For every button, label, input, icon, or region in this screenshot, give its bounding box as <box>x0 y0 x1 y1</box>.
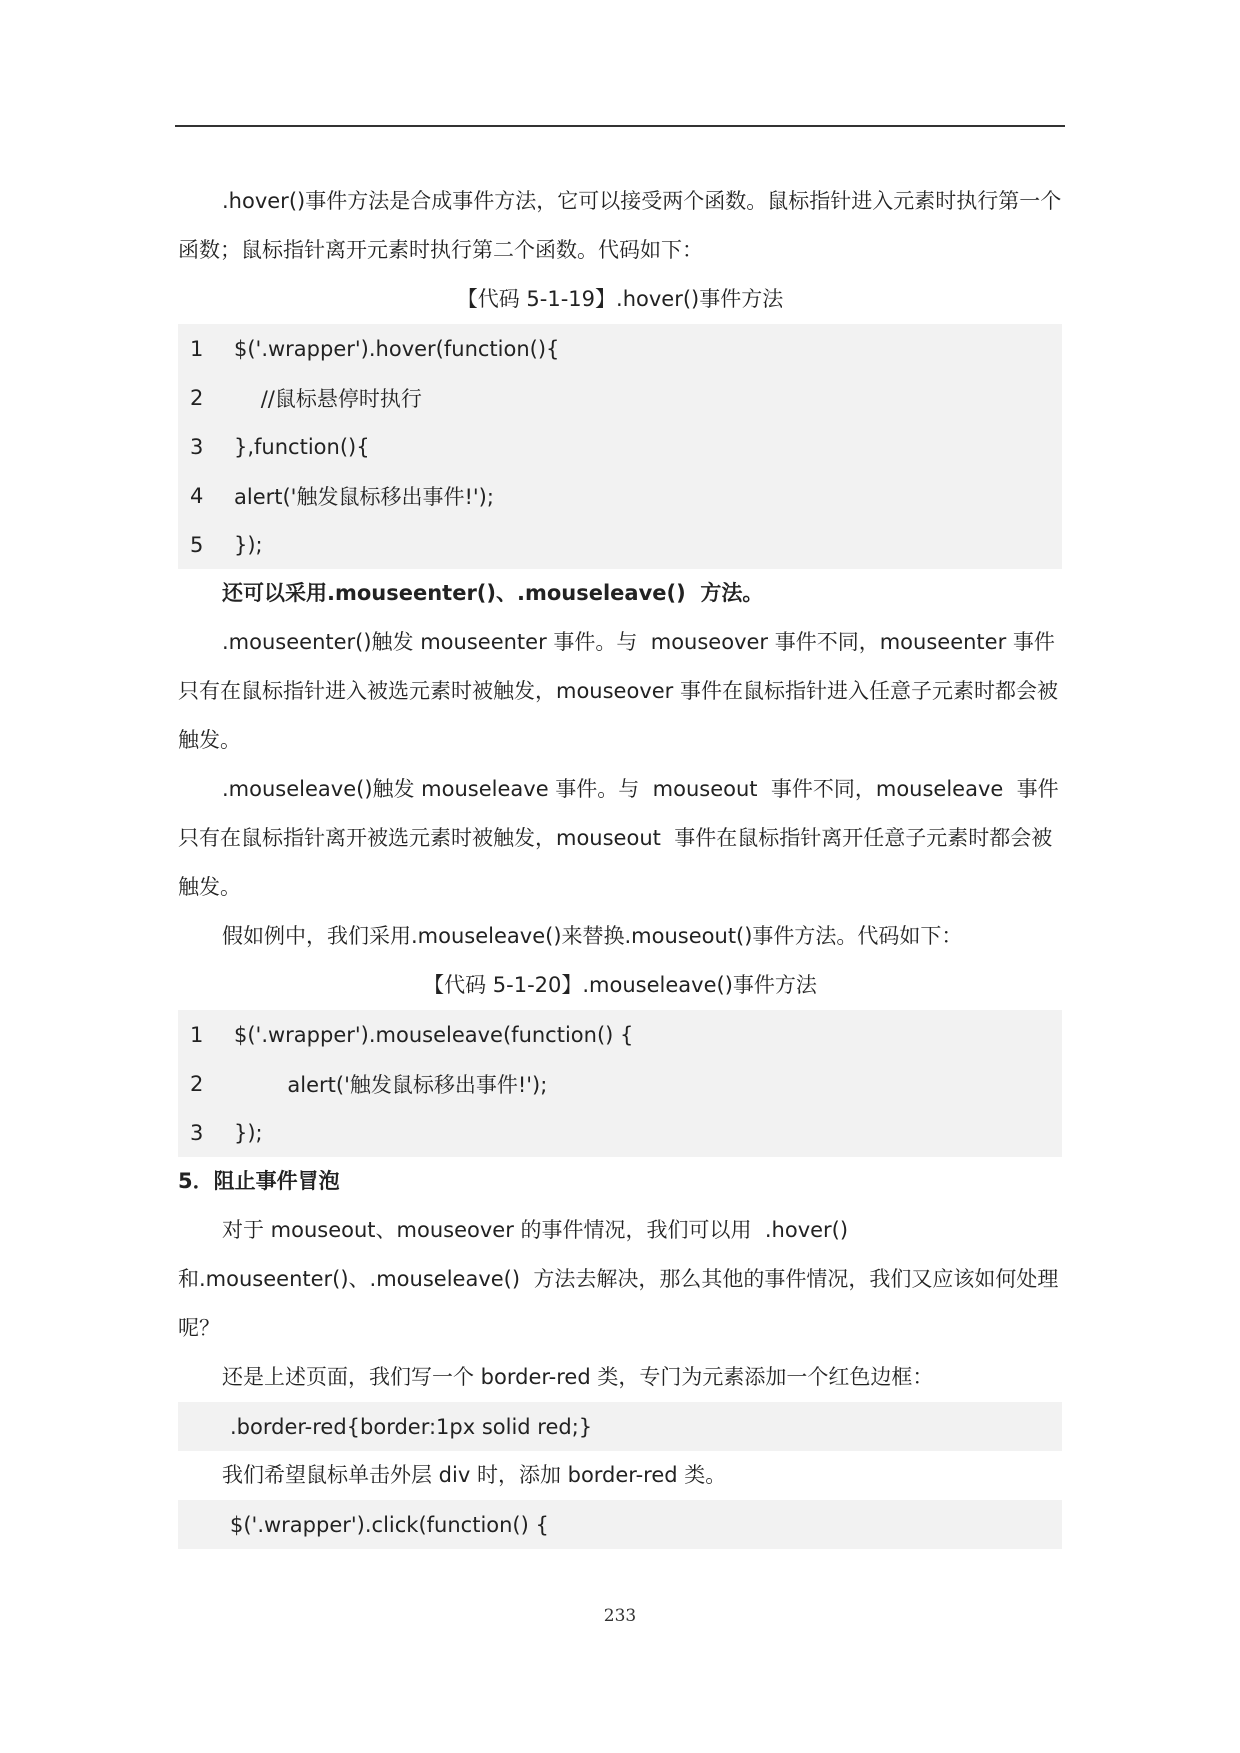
code-line <box>178 1059 1062 1108</box>
code-line <box>178 373 1062 422</box>
code-text: alert('触发鼠标移出事件!'); <box>234 1072 548 1097</box>
code-line <box>178 520 1062 569</box>
paragraph-hover-intro: .hover()事件方法是合成事件方法，它可以接受两个函数。鼠标指针进入元素时执行第一个函数；鼠标指针离开元素时执行第二个函数。代码如下： <box>178 189 1062 262</box>
document-body <box>178 177 1062 1549</box>
paragraph-bubble-intro: 对于 mouseout、mouseover 的事件情况，我们可以用 .hover() <box>222 1218 849 1242</box>
code-text: //鼠标悬停时执行 <box>234 386 422 411</box>
line-number: 2 <box>190 385 204 410</box>
paragraph-mouseenter: .mouseenter()触发 mouseenter 事件。与 mouseover 事件不同，mouseenter 事件只有在鼠标指针进入被选元素时被触发，mouseover 事件在鼠标指针进入任意子元素时都会被触发。 <box>178 630 1058 752</box>
line-number: 5 <box>190 532 204 557</box>
code-line <box>178 324 1062 373</box>
mouseenter-mouseleave-heading: 还可以采用.mouseenter()、.mouseleave() 方法。 <box>222 581 764 605</box>
code-text: }); <box>234 532 263 557</box>
paragraph-border-red-intro: 还是上述页面，我们写一个 border-red 类，专门为元素添加一个红色边框： <box>222 1365 934 1389</box>
code-line <box>178 1010 1062 1059</box>
line-number: 1 <box>190 336 204 361</box>
code-line <box>178 471 1062 520</box>
line-number: 3 <box>190 434 204 459</box>
paragraph-bubble-continued: 和.mouseenter()、.mouseleave() 方法去解决，那么其他的事件情况，我们又应该如何处理呢？ <box>178 1267 1059 1340</box>
paragraph-mouseleave: .mouseleave()触发 mouseleave 事件。与 mouseout 事件不同，mouseleave 事件只有在鼠标指针离开被选元素时被触发，mouseout 事件在鼠标指针离开任意子元素时都会被触发。 <box>178 777 1059 899</box>
paragraph-example-intro: 假如例中，我们采用.mouseleave()来替换.mouseout()事件方法。代码如下： <box>222 924 963 948</box>
code-line <box>178 1108 1062 1157</box>
paragraph-click-intro: 我们希望鼠标单击外层 div 时，添加 border-red 类。 <box>222 1463 727 1487</box>
code-text: $('.wrapper').mouseleave(function() { <box>234 1022 634 1047</box>
code-text: },function(){ <box>234 434 370 459</box>
header-rule <box>175 125 1065 127</box>
line-number: 3 <box>190 1120 204 1145</box>
code-snippet-click: $('.wrapper').click(function() { <box>178 1500 1062 1549</box>
code-block-hover <box>178 324 1062 569</box>
code-block-mouseleave <box>178 1010 1062 1157</box>
line-number: 2 <box>190 1071 204 1096</box>
code-text: $('.wrapper').hover(function(){ <box>234 336 560 361</box>
page-number: 233 <box>603 1606 637 1626</box>
code-caption-hover: 【代码 5-1-19】.hover()事件方法 <box>456 287 784 311</box>
code-text: }); <box>234 1120 263 1145</box>
line-number: 4 <box>190 483 204 508</box>
code-caption-mouseleave: 【代码 5-1-20】.mouseleave()事件方法 <box>423 973 817 997</box>
code-line <box>178 422 1062 471</box>
code-text: alert('触发鼠标移出事件!'); <box>234 484 494 509</box>
line-number: 1 <box>190 1022 204 1047</box>
section-heading: 5．阻止事件冒泡 <box>178 1169 340 1193</box>
code-snippet-border-red: .border-red{border:1px solid red;} <box>178 1402 1062 1451</box>
